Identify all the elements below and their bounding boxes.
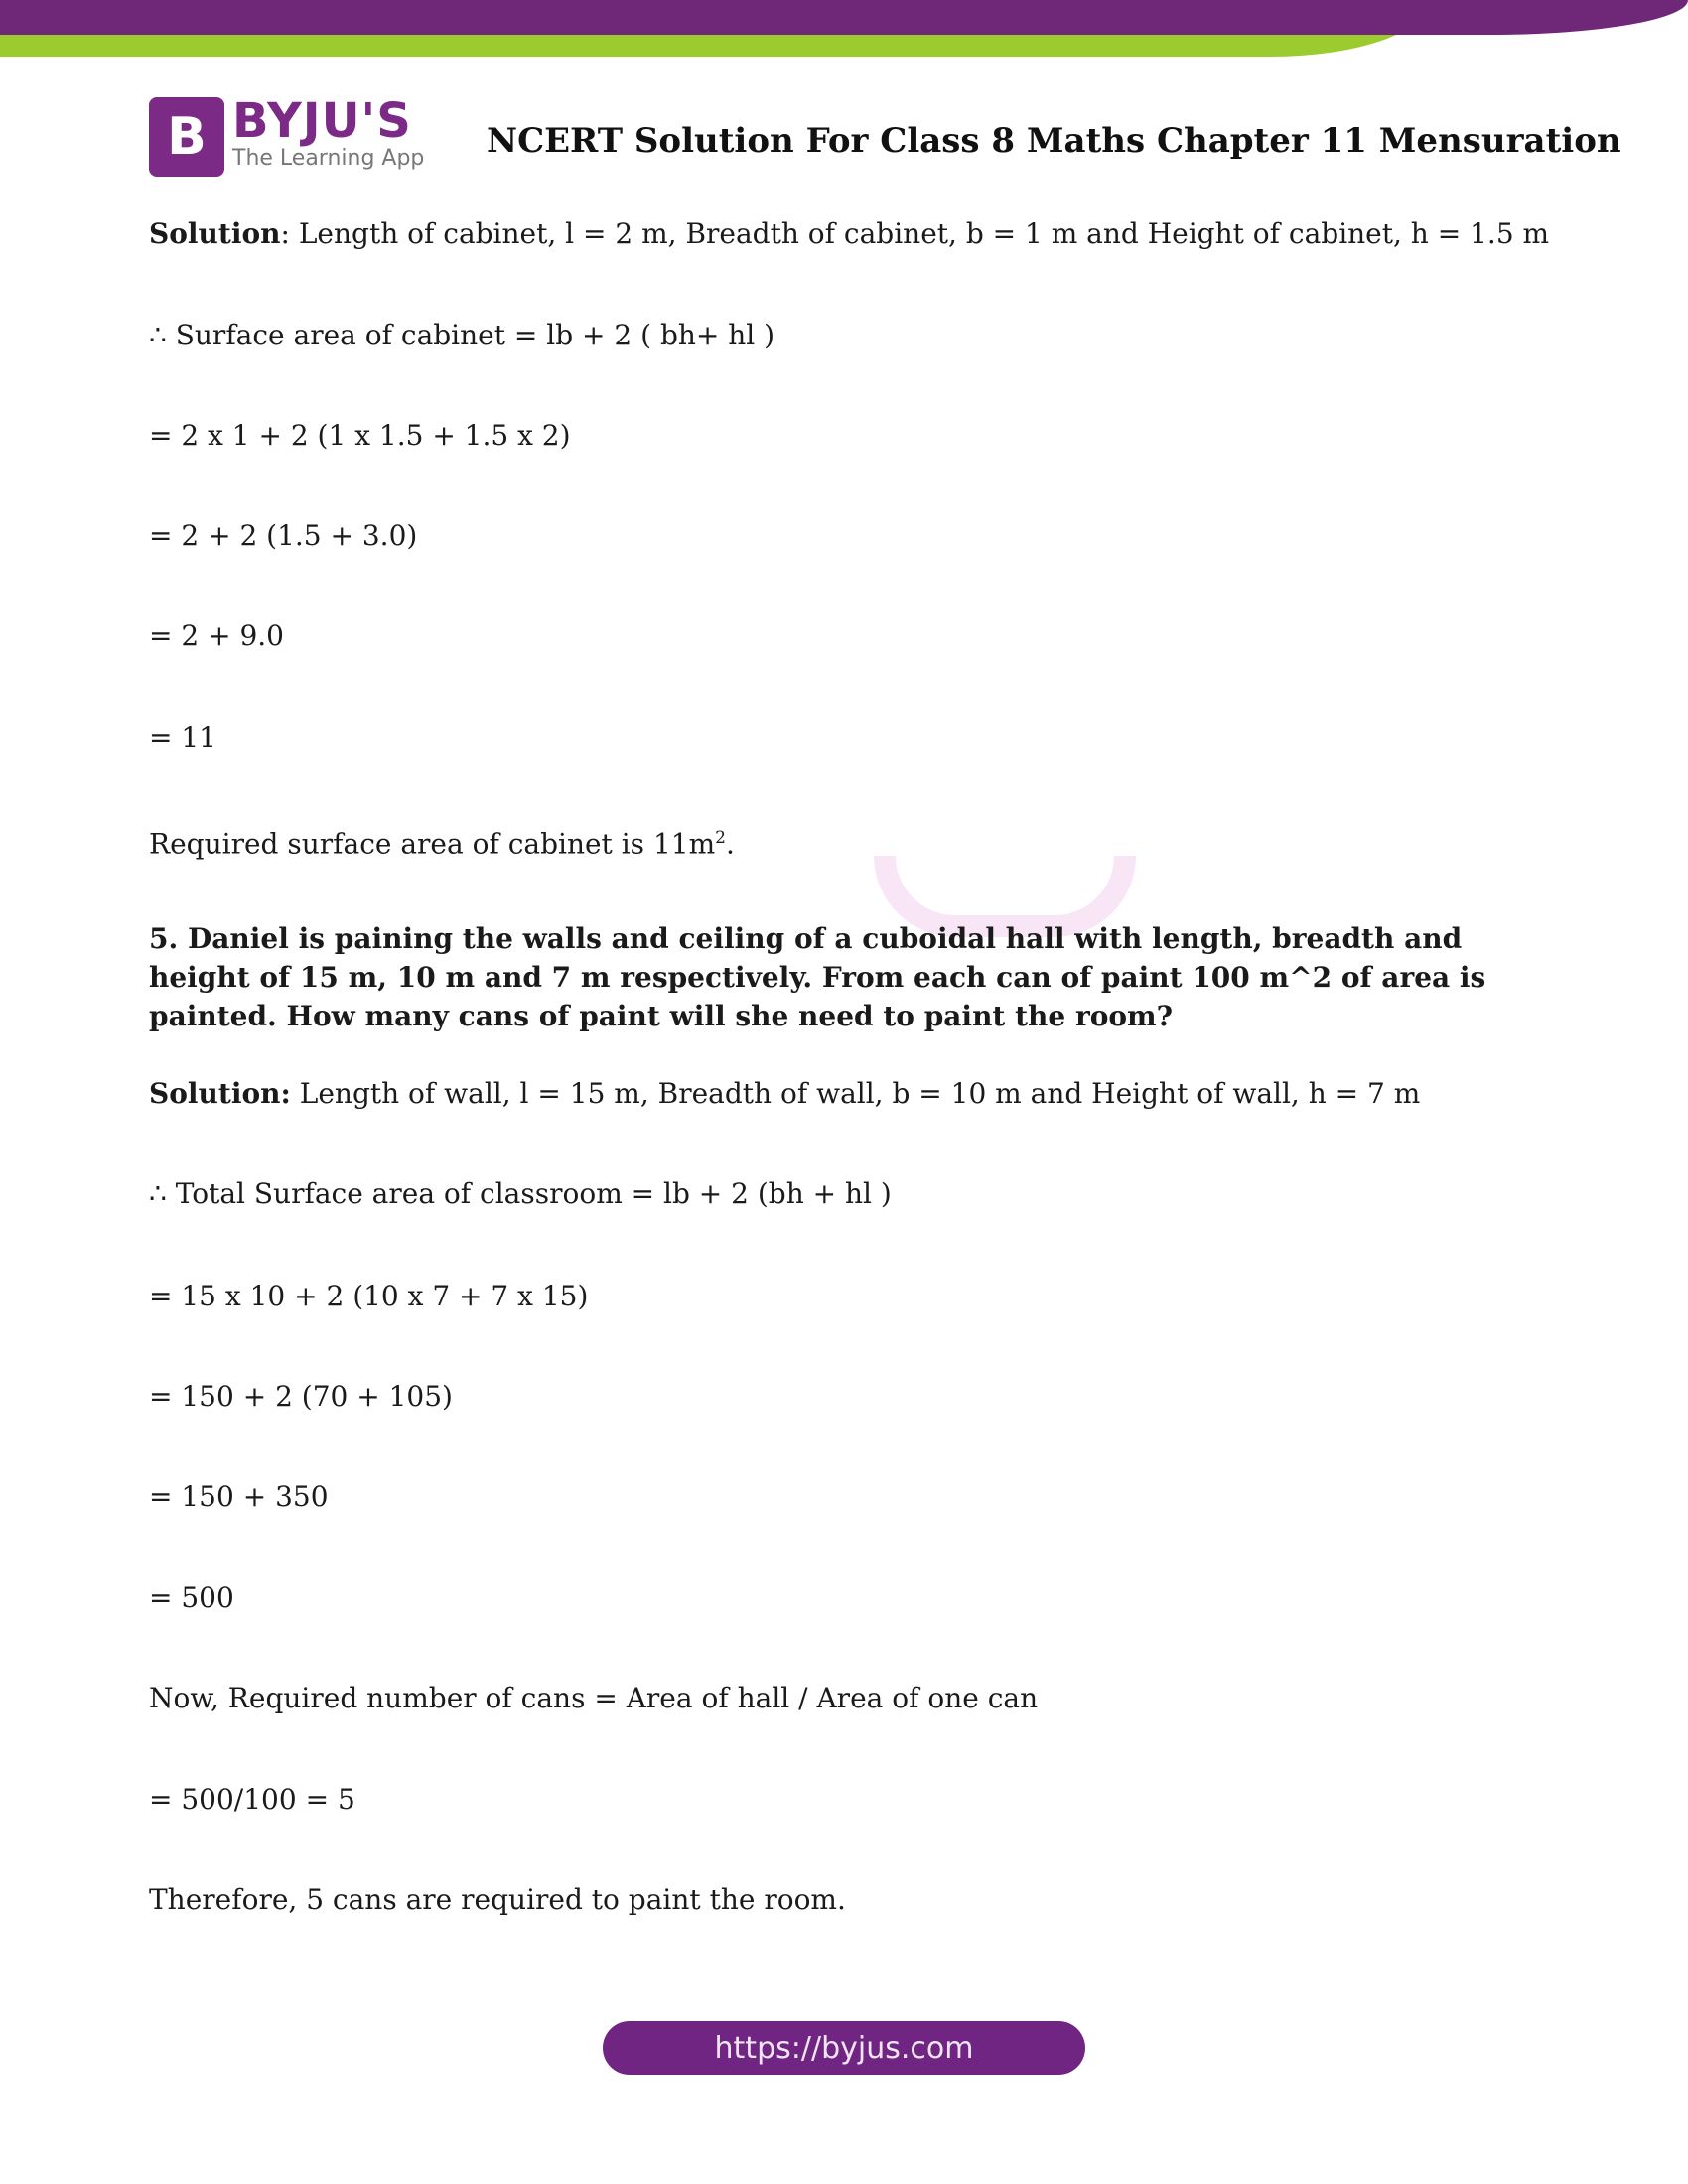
conclusion-text: Required surface area of cabinet is 11m [149, 827, 716, 861]
document-title: NCERT Solution For Class 8 Maths Chapter 11 Mensuration [487, 121, 1621, 161]
footer-url-link[interactable]: https://byjus.com [603, 2021, 1085, 2075]
solution-line [149, 214, 1549, 254]
superscript: 2 [715, 828, 726, 848]
solution-text: Length of wall, l = 15 m, Breadth of wall, b = 10 m and Height of wall, h = 7 m [290, 1077, 1421, 1110]
math-line: = 150 + 2 (70 + 105) [149, 1380, 453, 1413]
math-line: = 500/100 = 5 [149, 1783, 355, 1816]
math-line: = 150 + 350 [149, 1480, 329, 1513]
math-line: = 500 [149, 1581, 234, 1614]
math-line: = 2 + 2 (1.5 + 3.0) [149, 519, 418, 552]
math-line: = 2 + 9.0 [149, 619, 284, 652]
math-line: = 2 x 1 + 2 (1 x 1.5 + 1.5 x 2) [149, 419, 571, 452]
header-band-purple [0, 0, 1688, 35]
question-5: 5. Daniel is paining the walls and ceiling of a cuboidal hall with length, breadth and height of 15 m, 10 m and 7 m respectively. From each can of paint 100 m^2 of area is painted. How many cans of paint will she need to paint the room? [149, 922, 1486, 1032]
solution-label: Solution [149, 217, 281, 250]
logo-tagline: The Learning App [232, 146, 425, 171]
period: . [725, 827, 735, 861]
conclusion-line: Therefore, 5 cans are required to paint the room. [149, 1883, 846, 1916]
solution-text: : Length of cabinet, l = 2 m, Breadth of cabinet, b = 1 m and Height of cabinet, h = 1.5 m [280, 217, 1550, 250]
conclusion-line [149, 818, 735, 864]
math-line: ∴ Total Surface area of classroom = lb + 2 (bh + hl ) [149, 1177, 892, 1210]
logo-brand: BYJU'S [232, 93, 412, 149]
solution-line [149, 1074, 1420, 1114]
math-line: = 15 x 10 + 2 (10 x 7 + 7 x 15) [149, 1280, 589, 1312]
solution-label: Solution: [149, 1077, 291, 1110]
logo-icon: B [149, 97, 224, 177]
byjus-logo [149, 93, 425, 177]
math-line: = 11 [149, 721, 216, 753]
math-line: Now, Required number of cans = Area of hall / Area of one can [149, 1682, 1039, 1714]
math-line: ∴ Surface area of cabinet = lb + 2 ( bh+ hl ) [149, 319, 775, 351]
